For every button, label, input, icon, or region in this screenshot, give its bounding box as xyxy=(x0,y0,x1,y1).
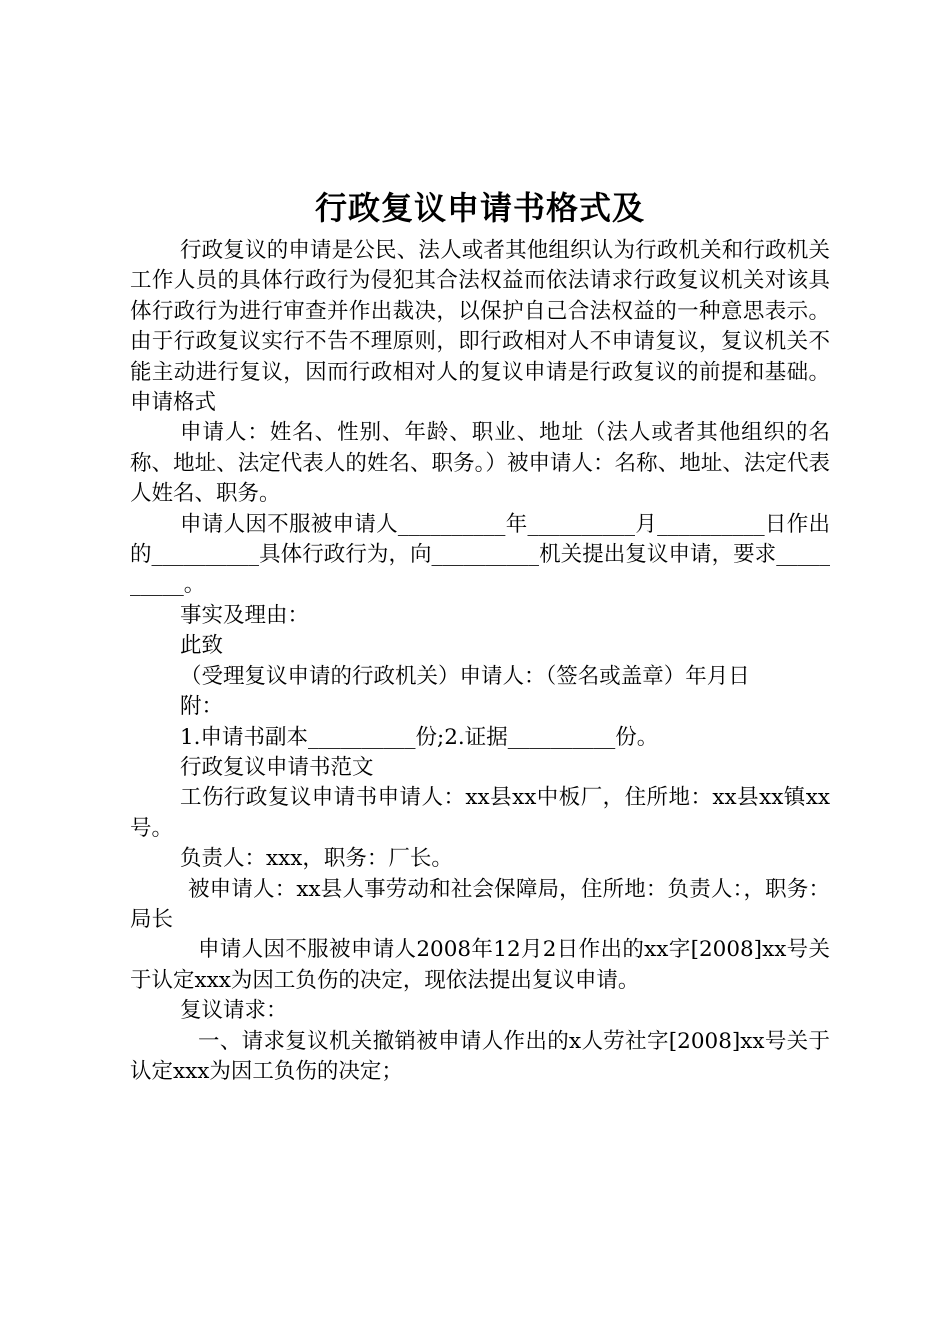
attachment-heading: 附： xyxy=(180,694,224,720)
sample-responsible-person: 负责人：xxx，职务：厂长。 xyxy=(180,846,453,872)
document-title: 行政复议申请书格式及 xyxy=(314,189,645,227)
intro-paragraph: 行政复议的申请是公民、法人或者其他组织认为行政机关和行政机关工作人员的具体行政行为侵犯其合法权益而依法请求行政复议机关对该具体行政行为进行审查并作出裁决，以保护自己合法权益的一种意思表示。由于行政复议实行不告不理原则，即行政相对人不申请复议，复议机关不能主动进行复议，因而行政相对人的复议申请是行政复议的前提和基础。申请格式 xyxy=(130,238,830,416)
sample-respondent: 被申请人：xx县人事劳动和社会保障局，住所地：负责人：，职务：局长 xyxy=(130,876,830,932)
applicant-format-paragraph: 申请人：姓名、性别、年龄、职业、地址（法人或者其他组织的名称、地址、法定代表人的姓名、职务。）被申请人：名称、地址、法定代表人姓名、职务。 xyxy=(130,420,830,507)
review-request-heading: 复议请求： xyxy=(180,998,288,1024)
request-format-paragraph: 申请人因不服被申请人__________年__________月__________日作出的__________具体行政行为，向__________机关提出复议申请，要求__________。 xyxy=(130,511,830,598)
document-page xyxy=(130,186,830,1087)
sample-applicant: 工伤行政复议申请书申请人：xx县xx中板厂，住所地：xx县xx镇xx号。 xyxy=(130,785,830,841)
signature-line: （受理复议申请的行政机关）申请人：（签名或盖章）年月日 xyxy=(180,663,750,689)
facts-heading: 事实及理由： xyxy=(180,602,310,628)
attachment-list: 1.申请书副本__________份;2.证据__________份。 xyxy=(180,724,659,750)
sample-statement: 申请人因不服被申请人2008年12月2日作出的xx字[2008]xx号关于认定xxx为因工负伤的决定，现依法提出复议申请。 xyxy=(130,937,830,993)
salutation: 此致 xyxy=(180,633,224,659)
sample-heading: 行政复议申请书范文 xyxy=(180,754,374,780)
review-request-item-1: 一、请求复议机关撤销被申请人作出的x人劳社字[2008]xx号关于认定xxx为因工负伤的决定； xyxy=(130,1028,830,1084)
